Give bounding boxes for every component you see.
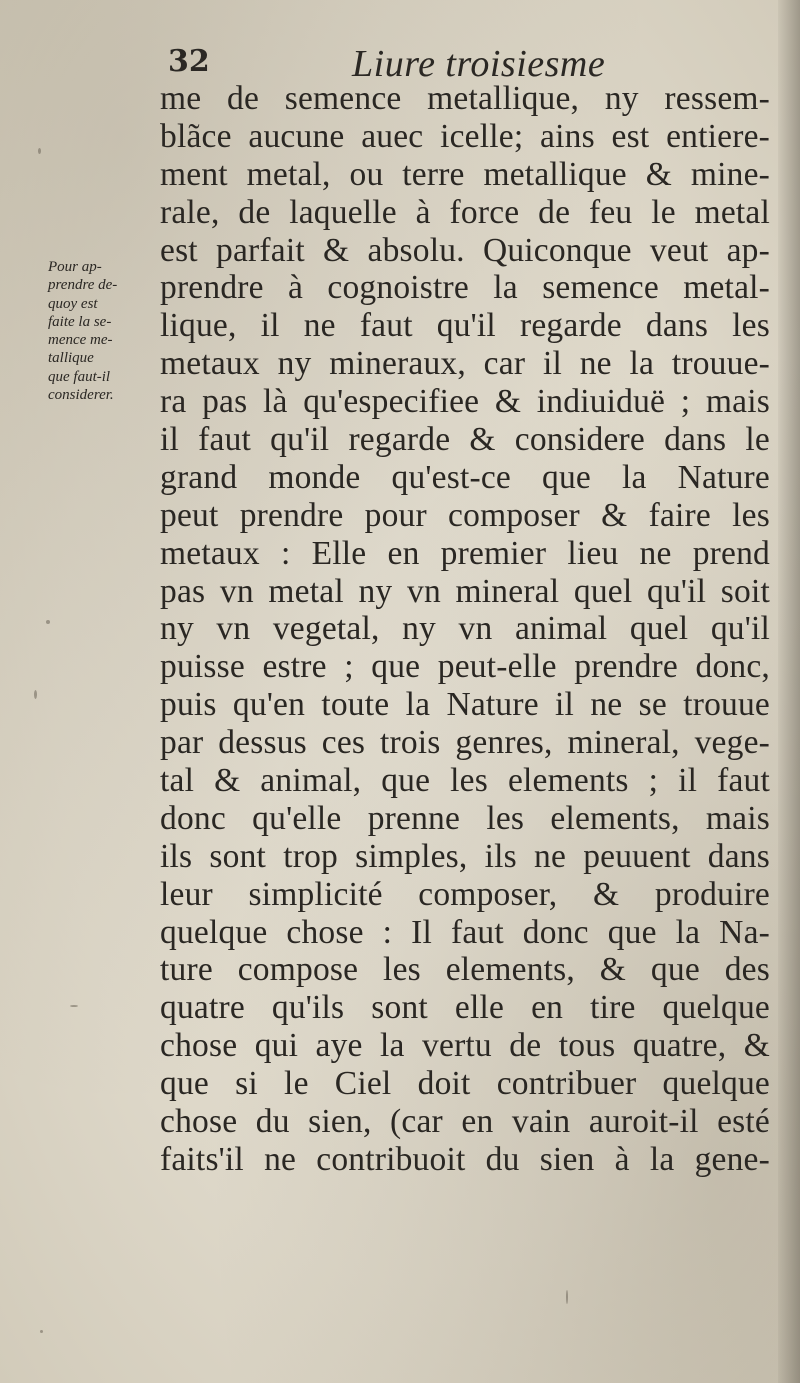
text-line: metaux : Elle en premier lieu ne prend <box>160 534 770 572</box>
text-line: chose du sien, (car en vain auroit-il esté <box>160 1103 770 1141</box>
text-line: ny vn vegetal, ny vn animal quel qu'il <box>160 610 770 648</box>
text-line: peut prendre pour composer & faire les <box>160 496 770 534</box>
text-line: que si le Ciel doit contribuer quelque <box>160 1065 770 1103</box>
text-line: puis qu'en toute la Nature il ne se trouue <box>160 686 770 724</box>
margin-note-line: Pour ap- <box>48 259 102 275</box>
text-line: leur simplicité composer, & produire <box>160 875 770 913</box>
margin-note-line: considerer. <box>48 387 114 404</box>
paper-speck <box>70 1005 78 1007</box>
text-line: tal & animal, que les elements ; il faut <box>160 762 770 800</box>
text-line: blãce aucune auec icelle; ains est entiere- <box>160 117 770 155</box>
paper-speck <box>566 1290 568 1304</box>
page-number: 32 <box>168 44 210 79</box>
text-line: ture compose les elements, & que des <box>160 951 770 989</box>
paper-speck <box>40 1330 43 1333</box>
running-title: Liure troisiesme <box>352 43 606 85</box>
text-line: faits'il ne contribuoit du sien à la gene- <box>160 1140 770 1178</box>
text-line: me de semence metallique, ny ressem- <box>160 80 770 117</box>
margin-note-line: tallique <box>48 350 94 367</box>
paper-speck <box>34 690 37 699</box>
margin-note-line: mence me- <box>48 332 113 349</box>
text-line: ils sont trop simples, ils ne peuuent dans <box>160 837 770 875</box>
text-line: quatre qu'ils sont elle en tire quelque <box>160 989 770 1027</box>
margin-note-line: quoy est <box>48 295 98 312</box>
text-line: metaux ny mineraux, car il ne la trouue- <box>160 345 770 383</box>
text-line: donc qu'elle prenne les elements, mais <box>160 799 770 837</box>
text-line: ment metal, ou terre metallique & mine- <box>160 155 770 193</box>
text-line: chose qui aye la vertu de tous quatre, & <box>160 1027 770 1065</box>
text-line: grand monde qu'est-ce que la Nature <box>160 458 770 496</box>
margin-note <box>48 258 158 404</box>
page-gutter-shadow <box>778 0 800 1383</box>
text-line: ra pas là qu'especifiee & indiuiduë ; mais <box>160 383 770 421</box>
margin-note-line: faite la se- <box>48 313 112 330</box>
paper-speck <box>38 148 41 154</box>
text-line: quelque chose : Il faut donc que la Na- <box>160 913 770 951</box>
text-line: par dessus ces trois genres, mineral, vege- <box>160 724 770 762</box>
text-line: il faut qu'il regarde & considere dans le <box>160 421 770 459</box>
text-line: prendre à cognoistre la semence metal- <box>160 269 770 307</box>
text-line: lique, il ne faut qu'il regarde dans les <box>160 307 770 345</box>
text-line: rale, de laquelle à force de feu le metal <box>160 193 770 231</box>
text-line: puisse estre ; que peut-elle prendre donc, <box>160 648 770 686</box>
margin-note-line: que faut-il <box>48 368 111 385</box>
text-line: est parfait & absolu. Quiconque veut ap- <box>160 231 770 269</box>
text-line: pas vn metal ny vn mineral quel qu'il soit <box>160 572 770 610</box>
margin-note-line: prendre de- <box>48 277 118 294</box>
paper-speck <box>46 620 50 624</box>
body-text <box>160 80 770 1179</box>
